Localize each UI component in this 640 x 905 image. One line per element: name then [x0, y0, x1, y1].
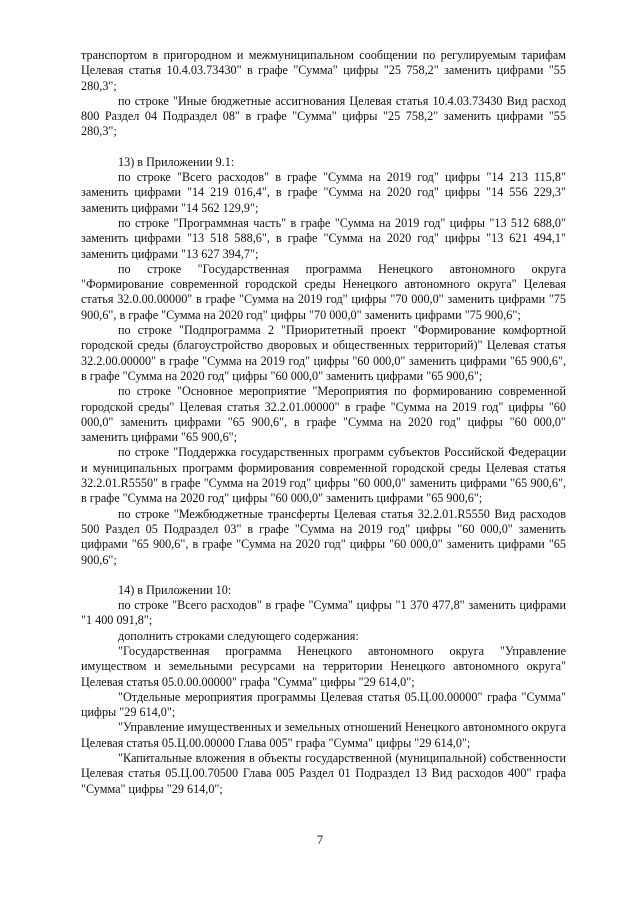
paragraph-state-program-urban-environment: по строке "Государственная программа Ненецкого автономного округа "Формирование современной городской среды Ненецкого автономного округа" Целевая статья 32.0.00.00000" в графе "Сумма на 2019 год" цифры "70 000,0" заменить цифрами "75 900,6", в графе "Сумма на 2020 год" цифры "70 000,0" заменить цифрами "75 900,6";: [81, 261, 566, 322]
item-14-heading: 14) в Приложении 10:: [118, 582, 232, 597]
document-body: [81, 48, 566, 797]
paragraph-program-part: по строке "Программная часть" в графе "Сумма на 2019 год" цифры "13 512 688,0" заменить цифрами "13 518 588,6", в графе "Сумма на 2020 год" цифры "13 621 494,1" заменить цифрами "13 627 394,7";: [81, 215, 566, 261]
page-number: 7: [316, 833, 324, 847]
paragraph-state-program-property: "Государственная программа Ненецкого автономного округа "Управление имуществом и земельными ресурсами на территории Ненецкого автономного округа" Целевая статья 05.0.00.00000" графа "Сумма" цифры "29 614,0";: [81, 643, 566, 689]
paragraph-interbudget-transfers: по строке "Межбюджетные трансферты Целевая статья 32.2.01.R5550 Вид расходов 500 Раздел 05 Подраздел 03" в графе "Сумма на 2019 год" цифры "60 000,0" заменить цифрами "65 900,6", в графе "Сумма на 2020 год" цифры "60 000,0" заменить цифрами "65 900,6";: [81, 506, 566, 567]
paragraph-capital-investments: "Капитальные вложения в объекты государственной (муниципальной) собственности Целевая статья 05.Ц.00.70500 Глава 005 Раздел 01 Подраздел 13 Вид расходов 400" графа "Сумма" цифры "29 614,0";: [81, 751, 566, 796]
paragraph-support-state-programs: по строке "Поддержка государственных программ субъектов Российской Федерации и муниципальных программ формирования современной городской среды Целевая статья 32.2.01.R5550" в графе "Сумма на 2019 год" цифры "60 000,0" заменить цифрами "65 900,6", в графе "Сумма на 2020 год" цифры "60 000,0" заменить цифрами "65 900,6";: [81, 445, 566, 506]
paragraph-main-activity: по строке "Основное мероприятие "Мероприятия по формированию современной городской среды" Целевая статья 32.2.01.00000" в графе "Сумма на 2019 год" цифры "60 000,0" заменить цифрами "65 900,6", в графе "Сумма на 2020 год" цифры "60 000,0" заменить цифрами "65 900,6";: [81, 384, 566, 445]
paragraph-transport-continuation: транспортом в пригородном и межмуниципальном сообщении по регулируемым тарифам Целевая статья 10.4.03.73430" в графе "Сумма" цифры "25 758,2" заменить цифрами "55 280,3";: [81, 48, 566, 93]
paragraph-total-expenses-9-1: по строке "Всего расходов" в графе "Сумма на 2019 год" цифры "14 213 115,8" заменить цифрами "14 219 016,4", в графе "Сумма на 2020 год" цифры "14 556 229,3" заменить цифрами "14 562 129,9";: [81, 170, 566, 215]
paragraph-add-rows: дополнить строками следующего содержания:: [118, 628, 359, 643]
paragraph-subprogram-2: по строке "Подпрограмма 2 "Приоритетный проект "Формирование комфортной городской среды (благоустройство дворовых и общественных территорий)" Целевая статья 32.2.00.00000" в графе "Сумма на 2019 год" цифры "60 000,0" заменить цифрами "65 900,6", в графе "Сумма на 2020 год" цифры "60 000,0" заменить цифрами "65 900,6";: [81, 323, 566, 383]
item-13-heading: 13) в Приложении 9.1:: [118, 154, 235, 169]
paragraph-property-department: "Управление имущественных и земельных отношений Ненецкого автономного округа Целевая статья 05.Ц.00.00000 Глава 005" графа "Сумма" цифры "29 614,0";: [81, 720, 566, 750]
paragraph-total-expenses-10: по строке "Всего расходов" в графе "Сумма" цифры "1 370 477,8" заменить цифрами "1 400 091,8";: [81, 598, 566, 628]
paragraph-separate-activities: "Отдельные мероприятия программы Целевая статья 05.Ц.00.00000" графа "Сумма" цифры "29 614,0";: [81, 689, 566, 720]
paragraph-other-budget-allocations: по строке "Иные бюджетные ассигнования Целевая статья 10.4.03.73430 Вид расход 800 Раздел 04 Подраздел 08" в графе "Сумма" цифры "25 758,2" заменить цифрами "55 280,3";: [81, 93, 566, 139]
